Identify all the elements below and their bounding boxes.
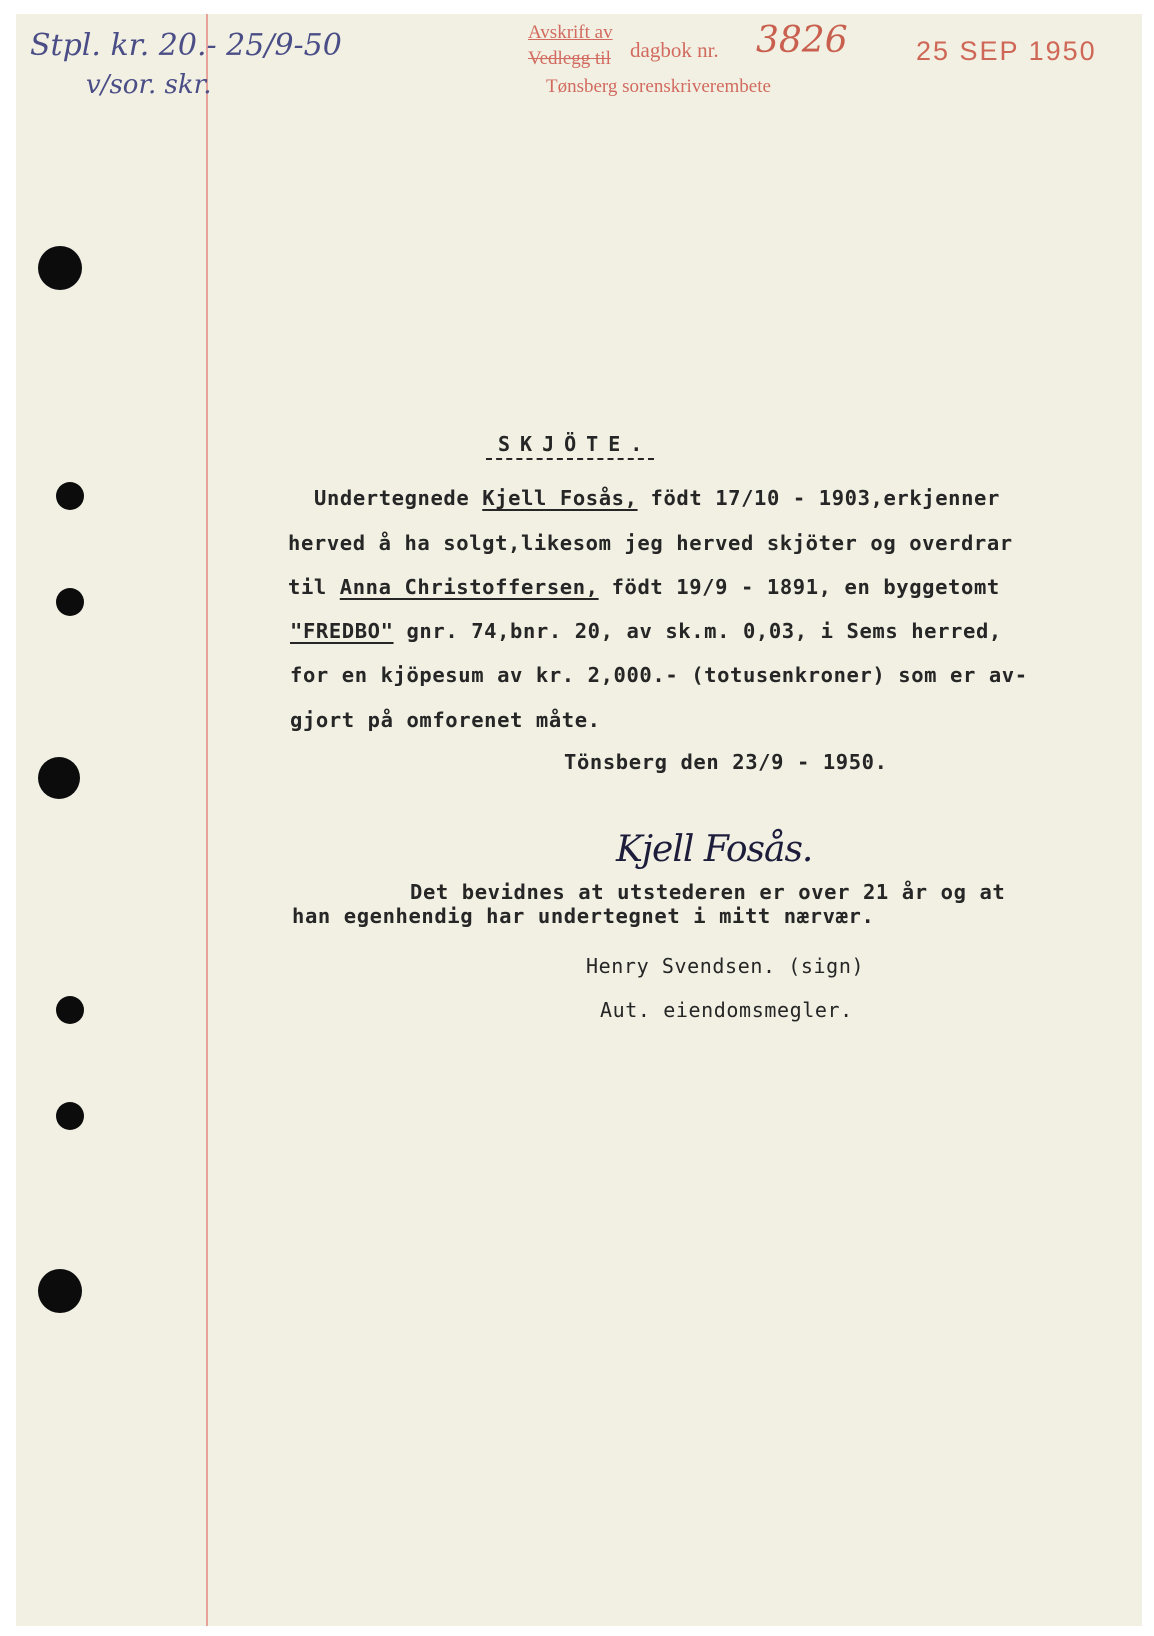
- witness-name: Henry Svendsen. (sign): [586, 954, 865, 978]
- seller-signature: Kjell Fosås.: [616, 829, 813, 870]
- stamp-avskrift: Avskrift av: [528, 22, 613, 43]
- punch-hole: [38, 757, 80, 799]
- handwritten-office-note: v/sor. skr.: [86, 70, 212, 100]
- seller-name: Kjell Fosås,: [482, 486, 638, 510]
- paragraph-line-3: til Anna Christoffersen, födt 19/9 - 1891, en byggetomt: [288, 575, 1000, 599]
- buyer-name: Anna Christoffersen,: [339, 575, 599, 599]
- attestation-line-1: Det bevidnes at utstederen er over 21 år og at: [410, 880, 1006, 904]
- document-page: [16, 14, 1142, 1626]
- margin-rule: [206, 14, 208, 1626]
- journal-number: 3826: [756, 20, 848, 61]
- attestation-line-2: han egenhendig har undertegnet i mitt nærvær.: [292, 904, 875, 928]
- punch-hole: [56, 588, 84, 616]
- punch-hole: [56, 996, 84, 1024]
- punch-hole: [56, 482, 84, 510]
- punch-hole: [56, 1102, 84, 1130]
- punch-hole: [38, 1269, 82, 1313]
- paragraph-line-6: gjort på omforenet måte.: [290, 708, 601, 732]
- title-underline: [486, 458, 654, 460]
- stamp-office: Tønsberg sorenskriverembete: [546, 76, 771, 97]
- punch-hole: [38, 246, 82, 290]
- paragraph-line-5: for en kjöpesum av kr. 2,000.- (totusenkroner) som er av-: [290, 663, 1028, 687]
- property-name: "FREDBO": [290, 619, 394, 643]
- received-date-stamp: 25 SEP 1950: [916, 36, 1097, 66]
- paragraph-line-1: Undertegnede Kjell Fosås, födt 17/10 - 1903,erkjenner: [314, 486, 1000, 510]
- document-title: SKJÖTE.: [498, 432, 653, 456]
- paragraph-line-2: herved å ha solgt,likesom jeg herved skjöter og overdrar: [288, 531, 1013, 555]
- stamp-vedlegg: Vedlegg til: [528, 48, 611, 69]
- stamp-dagbok: dagbok nr.: [630, 38, 719, 62]
- handwritten-fee-note: Stpl. kr. 20.- 25/9-50: [30, 28, 342, 63]
- witness-title: Aut. eiendomsmegler.: [600, 998, 853, 1022]
- place-and-date: Tönsberg den 23/9 - 1950.: [564, 750, 888, 774]
- paragraph-line-4: "FREDBO" gnr. 74,bnr. 20, av sk.m. 0,03, i Sems herred,: [290, 619, 1002, 643]
